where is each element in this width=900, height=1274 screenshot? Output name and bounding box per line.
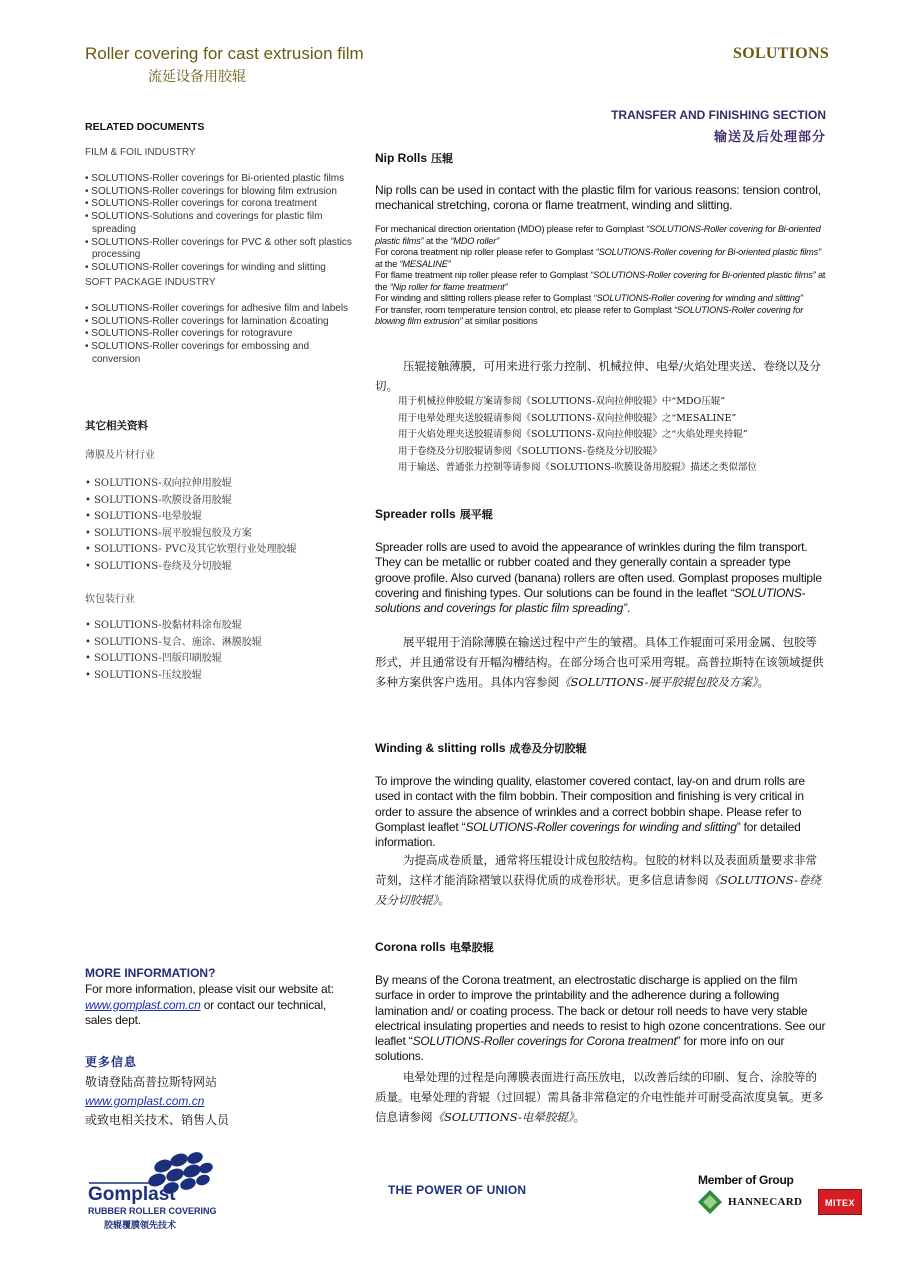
nip-reference-line-cn: 用于火焰处理夹送胶辊请参阅《SOLUTIONS-双向拉伸胶辊》之“火焰处理夹持辊” [398, 429, 748, 440]
winding-body-cn-leaflet: 《SOLUTIONS-卷绕及分切胶辊》 [375, 873, 821, 907]
corona-body-cn-text: 电晕处理的过程是向薄膜表面进行高压放电，以改善后续的印刷、复合、涂胶等的质量。电晕处理的背辊（过回辊）需具备非常稳定的介电性能并可耐受高浓度臭氧。更多信息请参阅 [375, 1070, 824, 1124]
document-list-item: • SOLUTIONS-Roller coverings for winding and slitting [85, 262, 355, 275]
more-information-line2-cn: 或致电相关技术、销售人员 [85, 1113, 230, 1127]
document-list-item: • SOLUTIONS-Solutions and coverings for plastic film spreading [85, 211, 355, 236]
winding-rolls-heading-cn: 成卷及分切胶辊 [509, 742, 587, 755]
winding-body-leaflet: SOLUTIONS-Roller coverings for winding and slitting [465, 819, 737, 834]
section-title-cn: 输送及后处理部分 [713, 130, 826, 145]
more-information-body [85, 982, 355, 1029]
winding-rolls-heading-en: Winding & slitting rolls [375, 741, 506, 755]
soft-package-heading: SOFT PACKAGE INDUSTRY [85, 277, 216, 288]
spreader-body-cn-end: 。 [757, 675, 770, 689]
nip-rolls-body: Nip rolls can be used in contact with the plastic film for various reasons: tension control, mechanical stretching, corona or flame treatment, winding and slitting. [375, 183, 821, 213]
film-industry-heading-cn: 薄膜及片材行业 [85, 450, 155, 461]
document-list-item: • SOLUTIONS-Roller coverings for PVC & other soft plastics processing [85, 237, 355, 262]
nip-reference-line-cn: 用于电晕处理夹送胶辊请参阅《SOLUTIONS-双向拉伸胶辊》之“MESALINE” [398, 412, 737, 424]
document-list-item: • SOLUTIONS- PVC及其它软塑行业处理胶辊 [85, 542, 355, 559]
nip-reference-line: For mechanical direction orientation (MDO) please refer to Gomplast “SOLUTIONS-Roller covering for Bi-oriented plastic films” at the “MDO roller” [375, 224, 821, 246]
nip-rolls-body-cn: 压辊接触薄膜，可用来进行张力控制、机械拉伸、电晕/火焰处理夹送、卷绕以及分切。 [375, 359, 821, 393]
winding-rolls-heading [375, 740, 587, 756]
winding-rolls-body-cn [375, 850, 825, 910]
document-list-item: • SOLUTIONS-胶黏材料涂布胶辊 [85, 618, 355, 635]
corona-rolls-body [375, 973, 827, 1065]
slogan: THE POWER OF UNION [388, 1183, 527, 1197]
soft-package-heading-cn: 软包装行业 [85, 594, 135, 605]
gomplast-logo-text: Gomplast [88, 1184, 176, 1205]
more-information-contact: or contact our technical, sales dept. [85, 997, 327, 1027]
document-list-item: • SOLUTIONS-卷绕及分切胶辊 [85, 559, 355, 576]
more-information-text: For more information, please visit our website at: [85, 982, 334, 996]
corona-body-cn-leaflet: 《SOLUTIONS-电晕胶辊》 [432, 1110, 574, 1124]
more-information-heading-cn: 更多信息 [85, 1055, 138, 1069]
spreader-rolls-heading-cn: 展平辊 [459, 508, 493, 521]
winding-rolls-body [375, 774, 827, 850]
document-list-item: • SOLUTIONS-Roller coverings for lamination &coating [85, 316, 355, 329]
nip-rolls-heading [375, 150, 453, 166]
film-documents-list-cn [85, 476, 355, 575]
spreader-rolls-heading-en: Spreader rolls [375, 507, 456, 521]
document-title: Roller covering for cast extrusion film [85, 44, 364, 63]
spreader-rolls-heading [375, 506, 493, 522]
website-link-cn[interactable]: www.gomplast.com.cn [85, 1094, 205, 1108]
corona-body-leaflet: SOLUTIONS-Roller coverings for Corona treatment [412, 1034, 677, 1049]
spreader-body-leaflet: “SOLUTIONS-solutions and coverings for plastic film spreading” [375, 585, 806, 616]
mitex-logo: MITEX [818, 1189, 862, 1215]
winding-body-text: To improve the winding quality, elastomer covered contact, lay-on and drum rolls are used in contact with the film bobbin. Their composition and finishing is very critical in order to assure the absence of wrinkles and a correct bobbin shape. Please refer to Gomplast leaflet “ [375, 774, 805, 834]
document-list-item: • SOLUTIONS-Roller coverings for adhesive film and labels [85, 303, 355, 316]
corona-body-end: ” for more info on our solutions. [375, 1034, 785, 1064]
soft-package-documents-list-cn [85, 618, 355, 684]
nip-rolls-heading-cn: 压辊 [431, 152, 454, 165]
nip-rolls-references [375, 224, 830, 328]
nip-reference-line-cn: 用于机械拉伸胶辊方案请参阅《SOLUTIONS-双向拉伸胶辊》中“MDO压辊” [398, 396, 726, 407]
corona-rolls-heading-en: Corona rolls [375, 940, 446, 954]
document-list-item: • SOLUTIONS-凹版印刷胶辊 [85, 651, 355, 668]
brand-solutions: SOLUTIONS [733, 45, 830, 62]
spreader-body-end: . [626, 601, 631, 616]
related-documents-heading-cn: 其它相关资料 [85, 420, 148, 432]
website-link[interactable]: www.gomplast.com.cn [85, 997, 201, 1012]
spreader-rolls-body [375, 540, 827, 616]
document-list-item: • SOLUTIONS-展平胶辊包胶及方案 [85, 526, 355, 543]
spreader-body-cn-leaflet: 《SOLUTIONS-展平胶辊包胶及方案》 [559, 675, 758, 689]
logo-subtitle-cn: 胶辊覆膜领先技术 [104, 1221, 177, 1231]
soft-package-documents-list [85, 303, 355, 367]
winding-body-cn-text: 为提高成卷质量，通常将压辊设计成包胶结构。包胶的材料以及表面质量要求非常苛刻，这样才能消除褶皱以获得优质的成卷形状。更多信息请参阅 [375, 853, 817, 887]
document-list-item: • SOLUTIONS-吹膜设备用胶辊 [85, 493, 355, 510]
document-list-item: • SOLUTIONS-压纹胶辊 [85, 668, 355, 685]
nip-rolls-references-cn [398, 394, 828, 477]
document-list-item: • SOLUTIONS-Roller coverings for embossing and conversion [85, 341, 355, 366]
related-documents-heading: RELATED DOCUMENTS [85, 121, 205, 133]
nip-reference-line: For winding and slitting rollers please refer to Gomplast “SOLUTIONS-Roller covering for winding and slitting” [375, 293, 803, 303]
corona-body-cn-end: 。 [573, 1110, 586, 1124]
nip-reference-line: For flame treatment nip roller please refer to Gomplast “SOLUTIONS-Roller covering for Bi-oriented plastic films” at the “Nip roller for flame treatment” [375, 270, 826, 292]
film-industry-heading: FILM & FOIL INDUSTRY [85, 147, 196, 158]
document-list-item: • SOLUTIONS-Roller coverings for rotogravure [85, 328, 355, 341]
document-list-item: • SOLUTIONS-Roller coverings for blowing film extrusion [85, 186, 355, 199]
spreader-rolls-body-cn [375, 632, 825, 692]
nip-rolls-heading-en: Nip Rolls [375, 151, 428, 165]
document-list-item: • SOLUTIONS-Roller coverings for corona treatment [85, 198, 355, 211]
corona-body-text: By means of the Corona treatment, an electrostatic discharge is applied on the film surface in order to improve the printability and the adherence during a following lamination and/ or coating process. The back or detour roll needs to have very stable electrical insulating properties and needs to resist to high ozone concentrations. See our leaflet “ [375, 973, 826, 1049]
nip-reference-line-cn: 用于卷绕及分切胶辊请参阅《SOLUTIONS-卷绕及分切胶辊》 [398, 445, 662, 457]
corona-rolls-body-cn [375, 1067, 825, 1127]
nip-reference-line-cn: 用于输送、普通张力控制等请参阅《SOLUTIONS-吹膜设备用胶辊》描述之类似部位 [398, 462, 757, 473]
nip-reference-line: For transfer, room temperature tension control, etc please refer to Gomplast “SOLUTIONS-Roller covering for blowing film extrusion” at similar positions [375, 304, 804, 326]
hannecard-diamond-icon [697, 1189, 723, 1215]
member-of-group-label: Member of Group [698, 1173, 794, 1187]
corona-rolls-heading-cn: 电晕胶辊 [449, 941, 494, 954]
spreader-body-text: Spreader rolls are used to avoid the appearance of wrinkles during the film transport. They can be metallic or rubber coated and they generally contain a spreader type groove profile. Also curved (banana) rollers are often used. Gomplast proposes multiple covering and finishing types. Our solutions can be found in the leaflet [375, 540, 822, 600]
section-title: TRANSFER AND FINISHING SECTION [611, 108, 826, 122]
winding-body-cn-end: 。 [438, 893, 450, 907]
document-list-item: • SOLUTIONS-电晕胶辊 [85, 509, 355, 526]
corona-rolls-heading [375, 939, 494, 955]
hannecard-logo-text: HANNECARD [728, 1196, 803, 1208]
document-list-item: • SOLUTIONS-双向拉伸用胶辊 [85, 476, 355, 493]
document-list-item: • SOLUTIONS-复合、施涂、淋膜胶辊 [85, 635, 355, 652]
nip-reference-line: For corona treatment nip roller please refer to Gomplast “SOLUTIONS-Roller covering for Bi-oriented plastic films” at the “MESALINE” [375, 247, 822, 269]
logo-subtitle: RUBBER ROLLER COVERING [88, 1206, 217, 1216]
winding-body-end: ” for detailed information. [375, 819, 801, 850]
spreader-body-cn-text: 展平辊用于消除薄膜在输送过程中产生的皱褶。具体工作辊面可采用金属、包胶等形式，并且通常设有开幅沟槽结构。在部分场合也可采用弯辊。高普拉斯特在该领域提供多种方案供客户选用。具体内容参阅 [375, 635, 824, 689]
film-documents-list [85, 173, 355, 275]
document-list-item: • SOLUTIONS-Roller coverings for Bi-oriented plastic films [85, 173, 355, 186]
more-information-body-cn [85, 1073, 229, 1130]
more-information-line1-cn: 敬请登陆高普拉斯特网站 [85, 1075, 218, 1089]
document-title-cn: 流延设备用胶辊 [148, 68, 246, 84]
more-information-heading: MORE INFORMATION? [85, 966, 216, 980]
